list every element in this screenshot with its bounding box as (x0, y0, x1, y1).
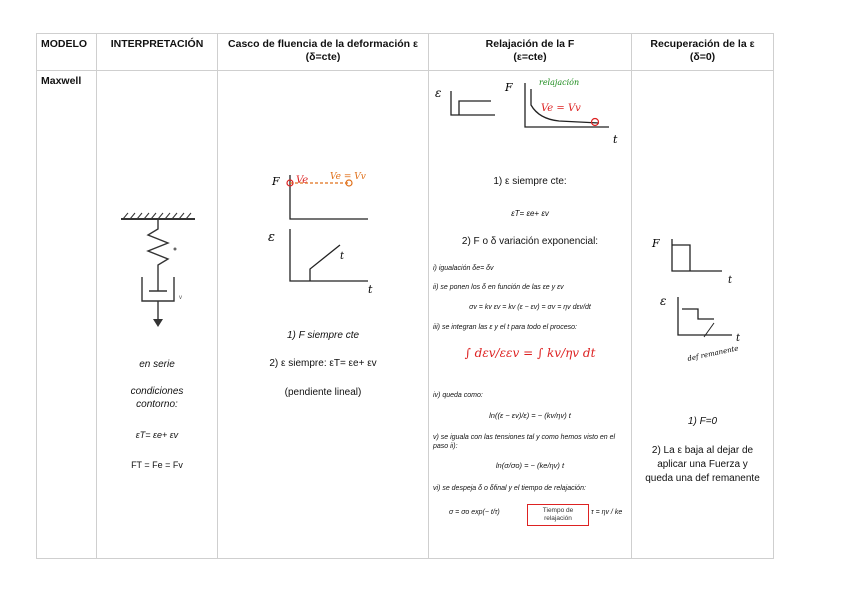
relajacion-equation-iii: ∫ dεv/εεv = ∫ kv/ηv dt (464, 346, 596, 360)
casco-graphs (218, 141, 429, 296)
header-recuperacion-line1: Recuperación de la ε (650, 38, 755, 50)
recuperacion-epsilon-label: ε (660, 294, 667, 308)
relajacion-annotation: relajación (539, 78, 580, 87)
casco-t-label-2: t (368, 283, 373, 296)
svg-text:v: v (179, 295, 182, 301)
recuperacion-cell (632, 71, 773, 558)
condiciones-text-2: contorno: (136, 399, 178, 410)
relajacion-tau-equation: τ = ηv / ke (591, 509, 623, 516)
header-casco-line2: (δ=cte) (305, 51, 341, 63)
header-recuperacion-line2: (δ=0) (689, 51, 716, 63)
relajacion-point-2: 2) F o δ variación exponencial: (461, 236, 599, 247)
header-row (37, 34, 774, 71)
casco-epsilon-axis-label: ε (268, 230, 275, 245)
header-relajacion-line2: (ε=cte) (513, 51, 547, 63)
recuperacion-f-label: F (652, 237, 660, 250)
relajacion-step-i: i) igualación δe= δv (433, 265, 494, 272)
recuperacion-point-2-line2: aplicar una Fuerza y (657, 459, 748, 470)
relajacion-step-iii: iii) se integran las ε y el t para todo el proceso: (433, 324, 577, 331)
recuperacion-t-label-1: t (728, 275, 733, 286)
relajacion-cell (429, 71, 631, 558)
header-interpretacion: INTERPRETACIÓN (97, 34, 218, 71)
relajacion-point-1-equation: εT= εe+ εv (511, 209, 549, 218)
relajacion-graphs (429, 61, 632, 171)
relajacion-equation-v: ln(σ/σo) = − (ke/ηv) t (495, 461, 565, 470)
interpretacion-cell (97, 71, 217, 558)
header-casco (218, 34, 429, 71)
casco-f-axis-label: F (272, 175, 280, 188)
relajacion-step-ii: ii) se ponen los δ en función de las εe y εv (433, 284, 564, 291)
maxwell-spring-dashpot-diagram (97, 209, 218, 339)
casco-cell (218, 71, 428, 558)
relajacion-equation-vi: σ = σo exp(− t/τ) (449, 509, 500, 516)
recuperacion-point-2-line3: queda una def remanente (645, 473, 760, 484)
relajacion-t-label: t (613, 133, 618, 146)
relajacion-step-v: v) se iguala con las tensiones tal y como hemos visto en el paso ii): (433, 434, 616, 450)
en-serie-text: en serie (139, 359, 175, 370)
header-casco-line1: Casco de fluencia de la deformación ε (228, 38, 418, 50)
recuperacion-graphs (632, 231, 774, 381)
strain-sum-equation: εT= εe+ εv (135, 430, 179, 440)
recuperacion-t-label-2: t (736, 333, 741, 344)
header-modelo: MODELO (37, 34, 97, 71)
relajacion-epsilon-label: ε (435, 86, 442, 100)
condiciones-text-1: condiciones (130, 386, 184, 397)
force-equality-equation: FT = Fe = Fv (131, 460, 183, 470)
casco-point-1: 1) F siempre cte (286, 330, 360, 341)
relajacion-f-label: F (505, 81, 513, 94)
maxwell-row (37, 71, 774, 559)
recuperacion-point-1: 1) F=0 (687, 416, 718, 427)
relajacion-equation-iv: ln((ε − εv)/ε) = − (kv/ηv) t (489, 411, 571, 420)
model-table (36, 33, 774, 559)
def-remanente-annotation: def remanente (686, 344, 740, 363)
recuperacion-point-2-line1: 2) La ε baja al dejar de (651, 445, 754, 456)
header-recuperacion (632, 34, 774, 71)
casco-point-3: (pendiente lineal) (284, 387, 362, 398)
casco-t-label-1: t (340, 251, 345, 262)
casco-ve-vv-annotation: Ve = Vv (330, 172, 366, 182)
model-name: Maxwell (41, 75, 82, 87)
relajacion-step-vi: vi) se despeja δ o δfinal y el tiempo de relajación: (433, 485, 586, 492)
casco-point-2: 2) ε siempre: εT= εe+ εv (269, 358, 377, 369)
casco-ve-annotation: Ve (296, 175, 309, 186)
tiempo-relajacion-box: Tiempo de relajación (527, 504, 589, 526)
header-relajacion-line1: Relajación de la F (485, 38, 575, 50)
relajacion-ve-vv-annotation: Ve = Vv (541, 103, 581, 114)
relajacion-equation-ii: σv = kv εv = kv (ε − εv) = σv = ηv dεv/dt (469, 304, 591, 311)
relajacion-step-iv: iv) queda como: (433, 392, 483, 399)
relajacion-point-1: 1) ε siempre cte: (493, 176, 567, 187)
